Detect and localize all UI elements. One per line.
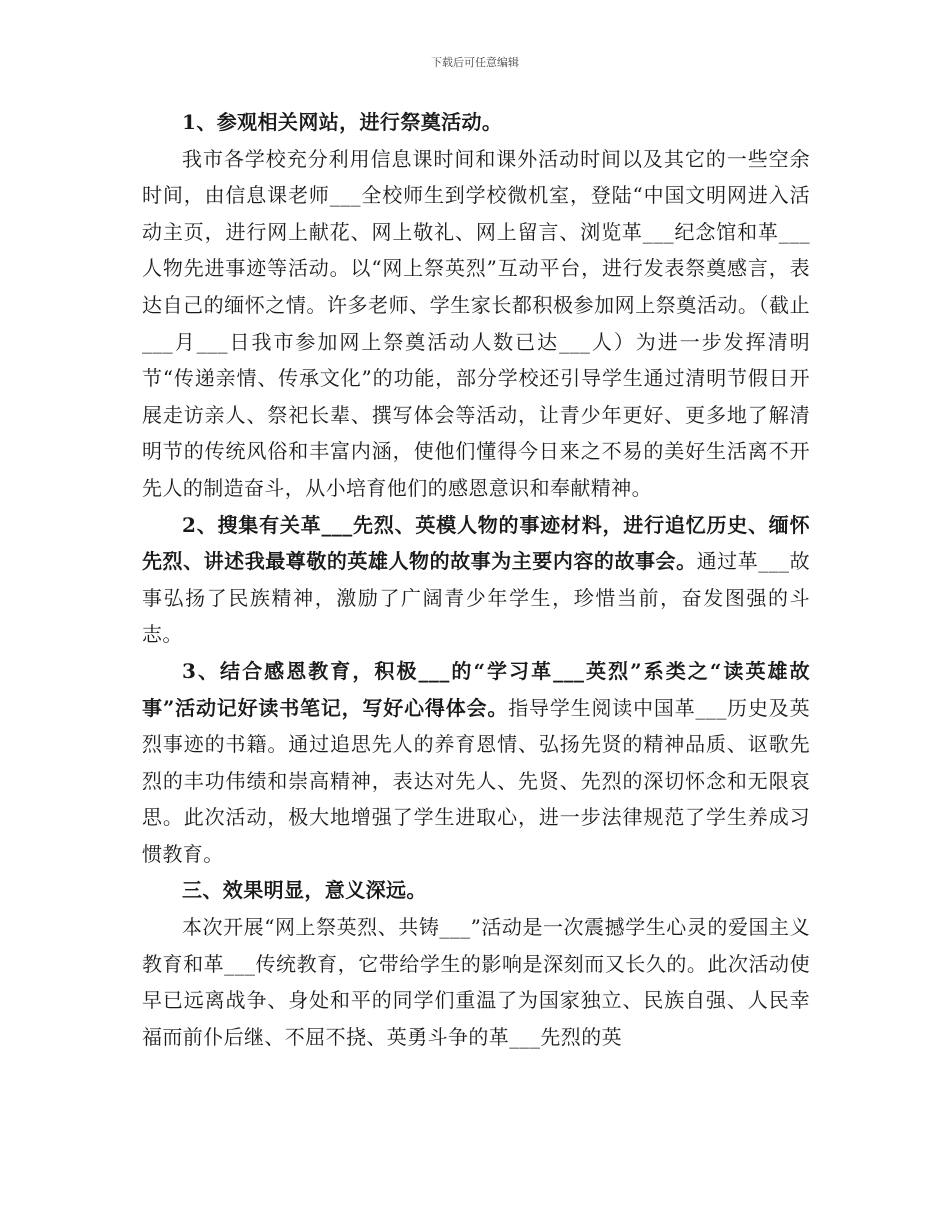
paragraph-3-text: 指导学生阅读中国革___历史及英烈事迹的书籍。通过追思先人的养育恩情、弘扬先贤的精神品质、讴歌先烈的丰功伟绩和崇高精神，表达对先人、先贤、先烈的深切怀念和无限哀思。此次活动，极大地增强了学生进取心，进一步法律规范了学生养成习惯教育。 [142,695,810,866]
paragraph-2 [142,507,810,653]
document-body [142,104,810,1055]
paragraph-2-bold: 2、搜集有关革___先烈、英模人物的事迹材料，进行追忆历史、缅怀先烈、讲述我最尊敬的英雄人物的故事为主要内容的故事会。 [142,512,810,574]
paragraph-2-text: 通过革___故事弘扬了民族精神，激励了广阔青少年学生，珍惜当前，奋发图强的斗志。 [142,549,810,647]
paragraph-3 [142,653,810,873]
paragraph-1: 我市各学校充分利用信息课时间和课外活动时间以及其它的一些空余时间，由信息课老师___全校师生到学校微机室，登陆“中国文明网进入活动主页，进行网上献花、网上敬礼、网上留言、浏览革___纪念馆和革___人物先进事迹等活动。以“网上祭英烈”互动平台，进行发表祭奠感言，表达自己的缅怀之情。许多老师、学生家长都积极参加网上祭奠活动。（截止___月___日我市参加网上祭奠活动人数已达___人）为进一步发挥清明节“传递亲情、传承文化”的功能，部分学校还引导学生通过清明节假日开展走访亲人、祭祀长辈、撰写体会等活动，让青少年更好、更多地了解清明节的传统风俗和丰富内涵，使他们懂得今日来之不易的美好生活离不开先人的制造奋斗，从小培育他们的感恩意识和奉献精神。 [142,146,810,500]
section-heading-3: 三、效果明显，意义深远。 [182,878,427,903]
page-header-note: 下载后可任意编辑 [431,56,519,69]
paragraph-4: 本次开展“网上祭英烈、共铸___”活动是一次震撼学生心灵的爱国主义教育和革___传统教育，它带给学生的影响是深刻而又长久的。此次活动使早已远离战争、身处和平的同学们重温了为国家独立、民族自强、人民幸福而前仆后继、不屈不挠、英勇斗争的革___先烈的英 [142,915,810,1049]
section-heading-1: 1、参观相关网站，进行祭奠活动。 [182,110,503,134]
paragraph-3-bold: 3、结合感恩教育，积极___的“学习革___英烈”系类之“读英雄故事”活动记好读书笔记，写好心得体会。 [142,658,810,720]
